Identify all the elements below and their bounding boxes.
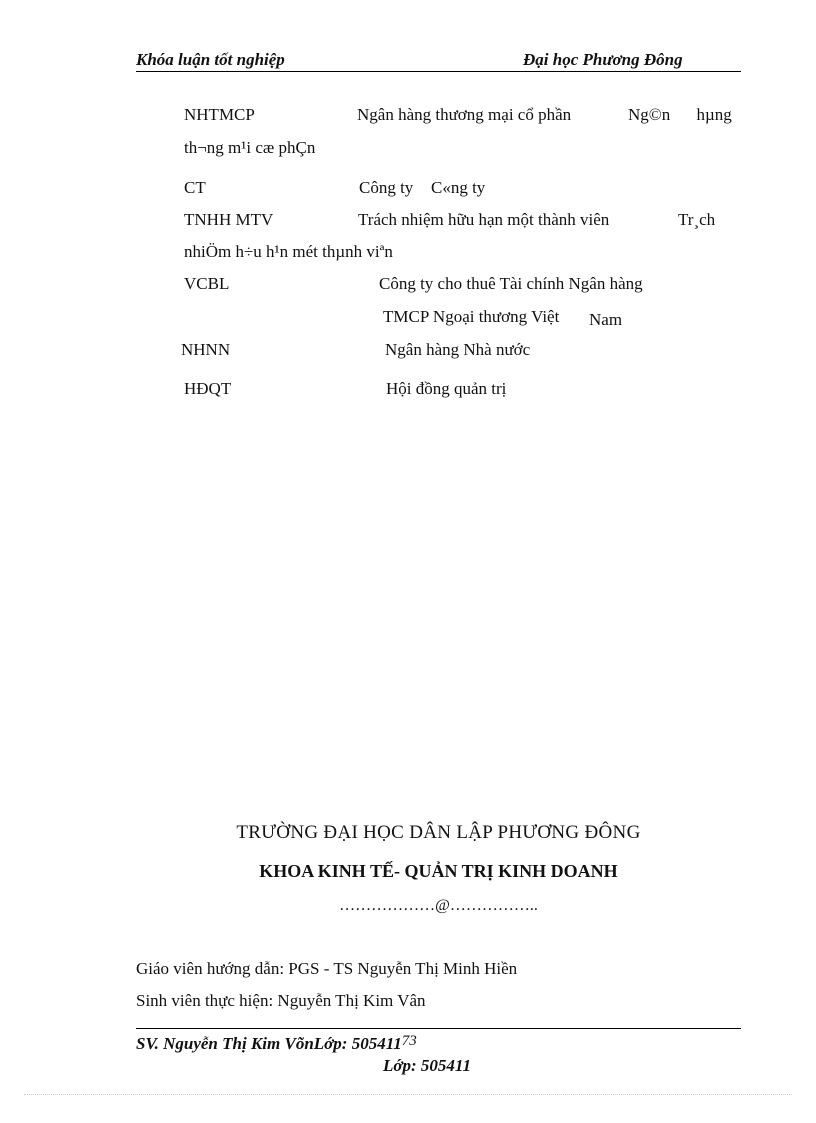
faculty-name: KHOA KINH TẾ- QUẢN TRỊ KINH DOANH bbox=[259, 861, 618, 881]
abbr-nhnn: NHNN bbox=[181, 340, 231, 359]
meaning-nhnn: Ngân hàng Nhà nước bbox=[385, 340, 531, 359]
abbr-ct: CT bbox=[184, 178, 206, 197]
meaning-vcbl: Công ty cho thuê Tài chính Ngân hàng bbox=[379, 274, 643, 293]
meaning-tnhh-mtv: Trách nhiệm hữu hạn một thành viên bbox=[358, 210, 610, 229]
header-rule bbox=[136, 71, 741, 72]
abbr-hdqt: HĐQT bbox=[184, 379, 232, 398]
abbr-vcbl: VCBL bbox=[184, 274, 230, 293]
garbled-ct: C«ng ty bbox=[431, 178, 486, 197]
school-name: TRƯỜNG ĐẠI HỌC DÂN LẬP PHƯƠNG ĐÔNG bbox=[236, 822, 641, 843]
abbr-tnhh-mtv: TNHH MTV bbox=[184, 210, 274, 229]
footer-student-class bbox=[136, 1034, 417, 1054]
footer-line1: SV. Nguyễn Thị Kim VõnLớp: 505411 bbox=[136, 1034, 402, 1053]
header-left-title: Khóa luận tốt nghiệp bbox=[136, 50, 285, 69]
garbled-tnhh-line: nhiÖm h÷u h¹n mét thµnh viªn bbox=[184, 242, 393, 261]
advisor-line: Giáo viên hướng dẫn: PGS - TS Nguyễn Thị Minh Hiền bbox=[136, 959, 518, 978]
student-line: Sinh viên thực hiện: Nguyễn Thị Kim Vân bbox=[136, 991, 426, 1010]
page-bottom-dotted-rule bbox=[24, 1094, 792, 1095]
page-number: 73 bbox=[401, 1033, 417, 1049]
meaning-hdqt: Hội đồng quản trị bbox=[386, 379, 507, 398]
footer-class-line: Lớp: 505411 bbox=[383, 1056, 471, 1075]
ornament-line: ………………@…………….. bbox=[339, 897, 538, 914]
garbled-nhtmcp-tail: Ng©n hµng bbox=[628, 105, 732, 124]
meaning-nhtmcp: Ngân hàng thương mại cổ phần bbox=[357, 105, 572, 124]
meaning-ct: Công ty bbox=[359, 178, 414, 197]
footer-rule bbox=[136, 1028, 741, 1029]
meaning-vcbl-line2-end: Nam bbox=[589, 310, 623, 329]
header-right-title: Đại học Phương Đông bbox=[523, 50, 683, 69]
garbled-nhtmcp-line: th¬ng m¹i cæ phÇn bbox=[184, 138, 316, 157]
meaning-vcbl-line2: TMCP Ngoại thương Việt bbox=[383, 307, 560, 326]
garbled-tnhh-tail: Tr¸ch bbox=[678, 210, 716, 229]
abbr-nhtmcp: NHTMCP bbox=[184, 105, 255, 124]
